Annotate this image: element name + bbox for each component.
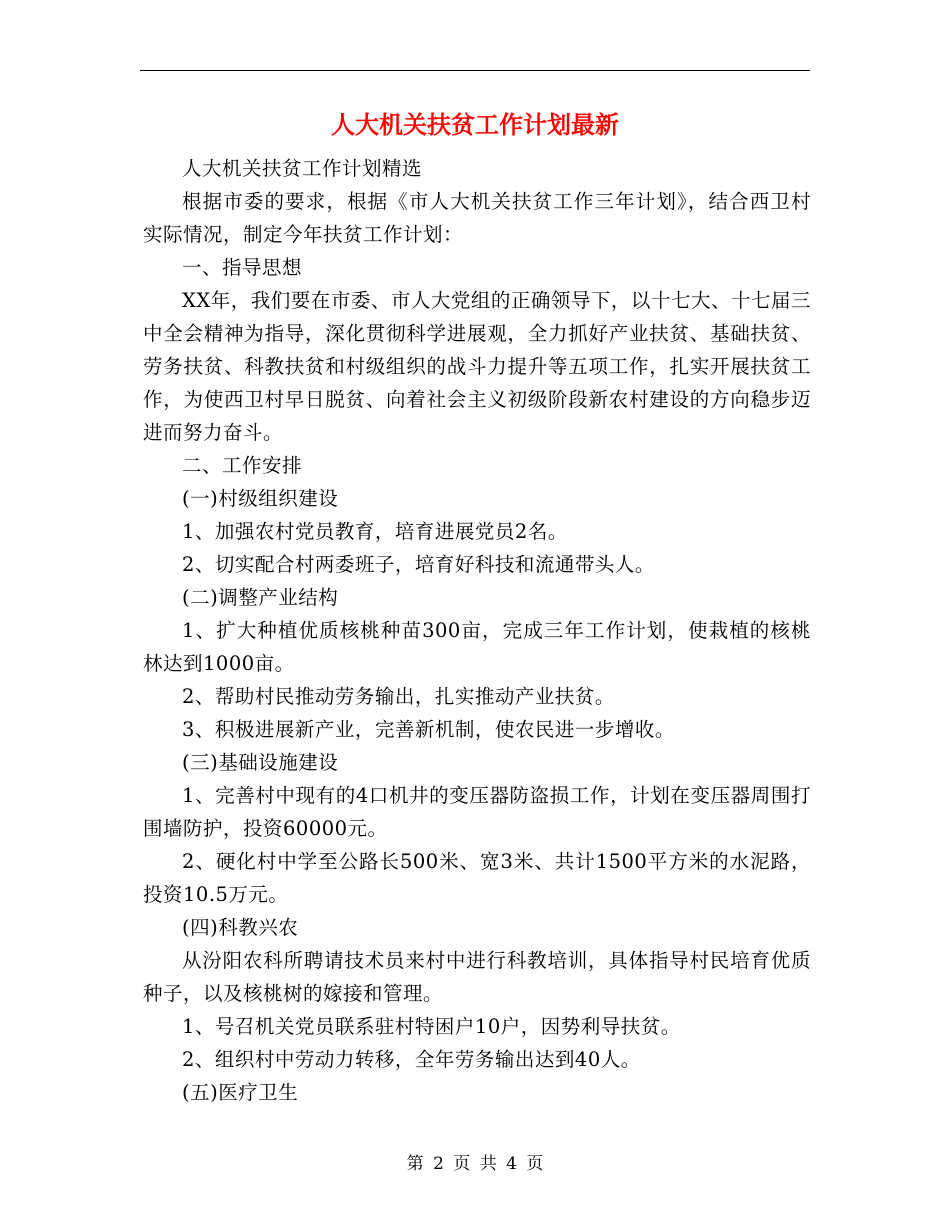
list-item: 1、扩大种植优质核桃种苗300亩，完成三年工作计划，使栽植的核桃林达到1000亩。 <box>143 619 811 675</box>
section-heading-work-arrangement: 二、工作安排 <box>182 454 303 477</box>
science-education-paragraph: 从汾阳农科所聘请技术员来村中进行科教培训，具体指导村民培育优质种子，以及核桃树的嫁接和管理。 <box>143 949 811 1005</box>
subsection-heading-village-organization: (一)村级组织建设 <box>182 487 339 510</box>
list-item: 2、硬化村中学至公路长500米、宽3米、共计1500平方米的水泥路，投资10.5万元。 <box>143 850 811 906</box>
list-item: 1、加强农村党员教育，培育进展党员2名。 <box>182 520 568 543</box>
list-item: 2、帮助村民推动劳务输出，扎实推动产业扶贫。 <box>182 685 615 708</box>
list-item: 2、切实配合村两委班子，培育好科技和流通带头人。 <box>182 553 655 576</box>
header-rule <box>140 70 810 71</box>
subsection-heading-infrastructure: (三)基础设施建设 <box>182 751 339 774</box>
subsection-heading-medical-health: (五)医疗卫生 <box>182 1081 299 1104</box>
list-item: 1、完善村中现有的4口机井的变压器防盗损工作，计划在变压器周围打围墙防护，投资60000元。 <box>143 784 811 840</box>
subsection-heading-science-education: (四)科教兴农 <box>182 916 299 939</box>
subtitle-paragraph: 人大机关扶贫工作计划精选 <box>182 157 423 180</box>
subsection-heading-industry-structure: (二)调整产业结构 <box>182 586 339 609</box>
list-item: 2、组织村中劳动力转移，全年劳务输出达到40人。 <box>182 1048 641 1071</box>
document-title: 人大机关扶贫工作计划最新 <box>331 110 619 139</box>
intro-paragraph: 根据市委的要求，根据《市人大机关扶贫工作三年计划》，结合西卫村实际情况，制定今年扶贫工作计划： <box>143 190 811 246</box>
list-item: 3、积极进展新产业，完善新机制，使农民进一步增收。 <box>182 718 675 741</box>
document-body <box>143 152 811 1109</box>
list-item: 1、号召机关党员联系驻村特困户10户，因势利导扶贫。 <box>182 1015 681 1038</box>
page-number-footer: 第 2 页 共 4 页 <box>406 1154 544 1174</box>
section-heading-guiding-ideology: 一、指导思想 <box>182 256 303 279</box>
guiding-ideology-paragraph: XX年，我们要在市委、市人大党组的正确领导下，以十七大、十七届三中全会精神为指导，深化贯彻科学进展观，全力抓好产业扶贫、基础扶贫、劳务扶贫、科教扶贫和村级组织的战斗力提升等五项工作，扎实开展扶贫工作，为使西卫村早日脱贫、向着社会主义初级阶段新农村建设的方向稳步迈进而努力奋斗。 <box>143 289 811 444</box>
